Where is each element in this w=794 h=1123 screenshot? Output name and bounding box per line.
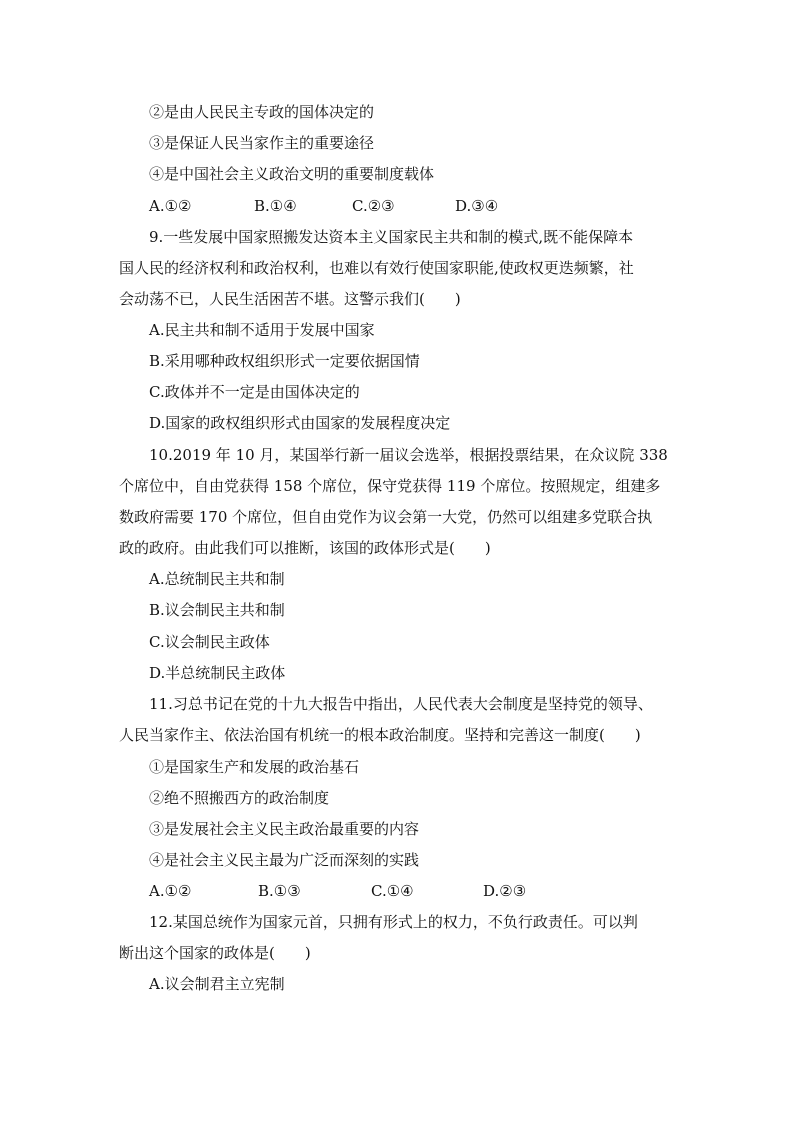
- q8-choice-b: B.①④: [254, 197, 297, 215]
- q11-stem-line-1: 11.习总书记在党的十九大报告中指出，人民代表大会制度是坚持党的领导、: [149, 695, 653, 713]
- q8-choice-a: A.①②: [149, 197, 192, 215]
- q11-choice-d: D.②③: [483, 882, 527, 900]
- q8-option-4: ④是中国社会主义政治文明的重要制度载体: [149, 165, 435, 183]
- q11-stem-line-2: 人民当家作主、依法治国有机统一的根本政治制度。坚持和完善这一制度( ): [119, 726, 641, 744]
- q10-stem-line-4: 政的政府。由此我们可以推断，该国的政体形式是( ): [119, 539, 491, 557]
- q9-option-a: A.民主共和制不适用于发展中国家: [149, 321, 375, 339]
- q8-option-3: ③是保证人民当家作主的重要途径: [149, 134, 375, 152]
- q12-option-a: A.议会制君主立宪制: [149, 975, 285, 993]
- q11-option-2: ②绝不照搬西方的政治制度: [149, 789, 330, 807]
- q10-stem-line-2: 个席位中，自由党获得 158 个席位，保守党获得 119 个席位。按照规定，组建多: [119, 477, 661, 495]
- q9-option-b: B.采用哪种政权组织形式一定要依据国情: [149, 352, 420, 370]
- q8-option-2: ②是由人民民主专政的国体决定的: [149, 103, 375, 121]
- q10-stem-line-1: 10.2019 年 10 月，某国举行新一届议会选举，根据投票结果，在众议院 338: [149, 446, 668, 464]
- q11-option-3: ③是发展社会主义民主政治最重要的内容: [149, 820, 420, 838]
- q11-choice-a: A.①②: [149, 882, 192, 900]
- q8-choice-c: C.②③: [352, 197, 395, 215]
- q12-stem-line-1: 12.某国总统作为国家元首，只拥有形式上的权力，不负行政责任。可以判: [149, 913, 638, 931]
- q10-option-d: D.半总统制民主政体: [149, 664, 286, 682]
- q11-option-4: ④是社会主义民主最为广泛而深刻的实践: [149, 851, 420, 869]
- q11-choice-b: B.①③: [258, 882, 301, 900]
- q12-stem-line-2: 断出这个国家的政体是( ): [119, 944, 311, 962]
- q9-option-c: C.政体并不一定是由国体决定的: [149, 383, 360, 401]
- q9-stem-line-2: 国人民的经济权利和政治权利，也难以有效行使国家职能,使政权更迭频繁，社: [119, 259, 634, 277]
- q9-stem-line-1: 9.一些发展中国家照搬发达资本主义国家民主共和制的模式,既不能保障本: [149, 228, 634, 246]
- q10-option-a: A.总统制民主共和制: [149, 570, 285, 588]
- q10-stem-line-3: 数政府需要 170 个席位，但自由党作为议会第一大党，仍然可以组建多党联合执: [119, 508, 653, 526]
- q11-choice-c: C.①④: [371, 882, 414, 900]
- q9-stem-line-3: 会动荡不已，人民生活困苦不堪。这警示我们( ): [119, 290, 461, 308]
- q11-option-1: ①是国家生产和发展的政治基石: [149, 758, 360, 776]
- q8-choice-d: D.③④: [455, 197, 499, 215]
- q10-option-c: C.议会制民主政体: [149, 633, 270, 651]
- q10-option-b: B.议会制民主共和制: [149, 601, 285, 619]
- q9-option-d: D.国家的政权组织形式由国家的发展程度决定: [149, 414, 451, 432]
